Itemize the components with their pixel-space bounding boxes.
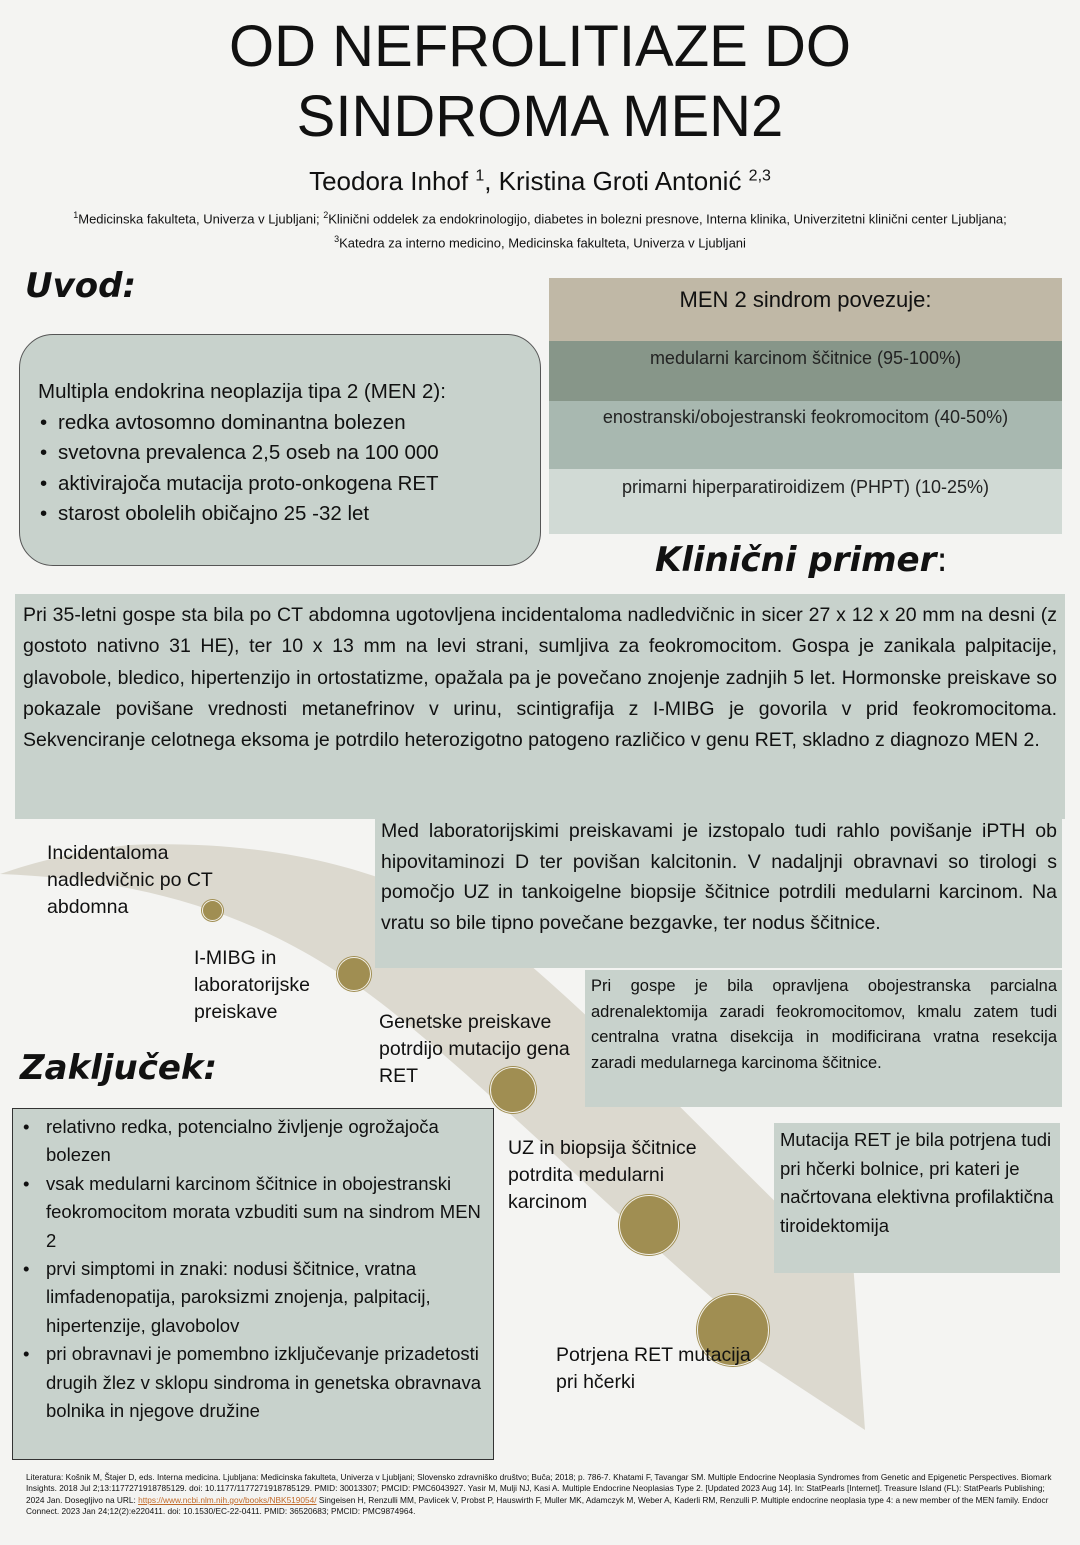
affil-sup-2: 2 xyxy=(323,210,329,220)
table-row: medularni karcinom ščitnice (95-100%) xyxy=(549,341,1062,401)
zakljucek-list xyxy=(19,1113,487,1425)
list-item: • relativno redka, potencialno življenje ogrožajoča bolezen xyxy=(19,1113,487,1170)
uvod-heading: Uvod: xyxy=(25,266,137,306)
uvod-list xyxy=(38,408,522,530)
men2-table xyxy=(549,278,1062,534)
affil-2: Klinični oddelek za endokrinologijo, diabetes in bolezni presnove, Interna klinika, Univerzitetni klinični center Ljubljana; xyxy=(328,211,1007,227)
case-heading-text: Klinični primer xyxy=(655,540,937,580)
references-text-1: Literatura: Košnik M, Štajer D, eds. Interna medicina. Ljubljana: Medicinska fakulteta, Univerza v Ljubljani; Slovensko zdravniško društvo; Buča; 2018; p. 786-7. Khatami F, Tavangar SM. Multiple Endocrine Neoplasia Syndromes from Genetic and Epigenetic Perspectives. Biomark Insights. 2018 Jul 2;13:1177271918785129. doi: 10.1177/1177271918785129. PMID: 30013307; PMCID: PMC6043927. Yasir M, Mulji NJ, Kasi A. Multiple Endocrine Neoplasias Type 2. [Updated 2023 Aug 14]. In: StatPearls [Internet]. Treasure Island (FL): StatPearls Publishing; 2024 Jan. Dosegljivo na URL: xyxy=(26,1472,1052,1505)
author-1: Teodora Inhof xyxy=(309,166,476,196)
table-row: primarni hiperparatiroidizem (PHPT) (10-25%) xyxy=(549,469,1062,534)
list-item: • pri obravnavi je pomembno izključevanje prizadetosti drugih žlez v sklopu sindroma in genetska obravnava bolnika in njegove družine xyxy=(19,1340,487,1425)
affil-sup-3: 3 xyxy=(334,234,340,245)
timeline-dot-2 xyxy=(337,957,371,991)
author-1-sup: 1 xyxy=(475,167,485,185)
surgery-text: Pri gospe je bila opravljena obojestranska parcialna adrenalektomija zaradi feokromocitomov, kmalu zatem tudi centralna vratna disekcija in modificirana vratna resekcija zaradi medularnega karcinoma ščitnice. xyxy=(591,977,1057,1072)
case-heading xyxy=(655,540,948,580)
affil-1: Medicinska fakulteta, Univerza v Ljubljani; xyxy=(78,211,324,227)
list-item: • starost obolelih običajno 25 -32 let xyxy=(38,499,522,530)
timeline-step-4: UZ in biopsija ščitnice potrdita medularni karcinom xyxy=(508,1137,697,1213)
timeline-step-1: Incidentaloma nadledvičnic po CT abdomna xyxy=(47,842,213,918)
table-row: enostranski/obojestranski feokromocitom (40-50%) xyxy=(549,401,1062,469)
list-item: • svetovna prevalenca 2,5 oseb na 100 000 xyxy=(38,438,522,469)
affiliations xyxy=(70,205,1010,254)
daughter-box xyxy=(774,1123,1060,1273)
poster-title xyxy=(0,12,1080,152)
references-text-2: Singeisen H, Renzulli MM, Pavlicek V, Probst P, Hauswirth F, Muller MK, Adamczyk M, Weber A, Kaderli RM, Renzulli P. Multiple endocrine neoplasia type 4: a new member of the MEN family. Endocr Connect. 2023 Jan 24;12(2):e220411. doi: 10.1530/EC-22-0411. PMID: 36520683; PMCID: PMC9874964. xyxy=(26,1494,1049,1517)
timeline-step-2: I-MIBG in laboratorijske preiskave xyxy=(194,947,310,1023)
title-line-2: SINDROMA MEN2 xyxy=(296,84,784,149)
lab-findings-box xyxy=(375,814,1062,968)
authors xyxy=(0,166,1080,197)
affil-3: Katedra za interno medicino, Medicinska fakulteta, Univerza v Ljubljani xyxy=(339,235,746,251)
timeline-step-3: Genetske preiskave potrdijo mutacijo gena RET xyxy=(379,1011,570,1087)
zakljucek-heading: Zaključek: xyxy=(20,1048,218,1088)
references-link[interactable]: https://www.ncbi.nlm.nih.gov/books/NBK519054/ xyxy=(138,1494,317,1505)
zakljucek-box xyxy=(12,1108,494,1460)
list-item: • prvi simptomi in znaki: nodusi ščitnice, vratna limfadenopatija, paroksizmi znojenja, palpitacij, hipertenzije, glavobolov xyxy=(19,1255,487,1340)
affil-sup-1: 1 xyxy=(73,210,79,220)
list-item: • redka avtosomno dominantna bolezen xyxy=(38,408,522,439)
case-text-box xyxy=(15,594,1065,819)
lab-findings-text: Med laboratorijskimi preiskavami je izstopalo tudi rahlo povišanje iPTH ob hipovitaminozi D ter povišan kalcitonin. V nadaljnji obravnavi so tirologi s pomočjo UZ in tankoigelne biopsije ščitnice potrdili medularni karcinom. Na vratu so bile tipno povečane bezgavke, ter nodus ščitnice. xyxy=(381,820,1057,934)
list-item: • aktivirajoča mutacija proto-onkogena RET xyxy=(38,469,522,500)
men2-table-header: MEN 2 sindrom povezuje: xyxy=(549,278,1062,341)
references xyxy=(26,1472,1056,1518)
uvod-intro: Multipla endokrina neoplazija tipa 2 (MEN 2): xyxy=(38,380,446,403)
uvod-box xyxy=(19,334,541,566)
surgery-box xyxy=(585,970,1062,1107)
author-2: , Kristina Groti Antonić xyxy=(484,166,749,196)
list-item: • vsak medularni karcinom ščitnice in obojestranski feokromocitom morata vzbuditi sum na sindrom MEN 2 xyxy=(19,1170,487,1255)
case-heading-colon: : xyxy=(936,540,948,580)
author-2-sup: 2,3 xyxy=(748,167,771,185)
case-text: Pri 35-letni gospe sta bila po CT abdomna ugotovljena incidentaloma nadledvičnic in sicer 27 x 12 x 20 mm na desni (z gostoto nativno 31 HE), ter 10 x 13 mm na levi strani, sumljiva za feokromocitom. Gospa je zanikala palpitacije, glavobole, bledico, hipertenzijo in ortostatizme, opažala pa je povečano znojenje zadnjih 5 let. Hormonske preiskave so pokazale povišane vrednosti metanefrinov v urinu, scintigrafija z I-MIBG je govorila v prid feokromocitoma. Sekvenciranje celotnega eksoma je potrdilo heterozigotno patogeno različico v genu RET, skladno z diagnozo MEN 2. xyxy=(23,604,1057,752)
daughter-text: Mutacija RET je bila potrjena tudi pri hčerki bolnice, pri kateri je načrtovana elektivna profilaktična tiroidektomija xyxy=(780,1129,1054,1236)
title-line-1: OD NEFROLITIAZE DO xyxy=(229,14,851,79)
timeline-step-5: Potrjena RET mutacija pri hčerki xyxy=(556,1344,751,1393)
